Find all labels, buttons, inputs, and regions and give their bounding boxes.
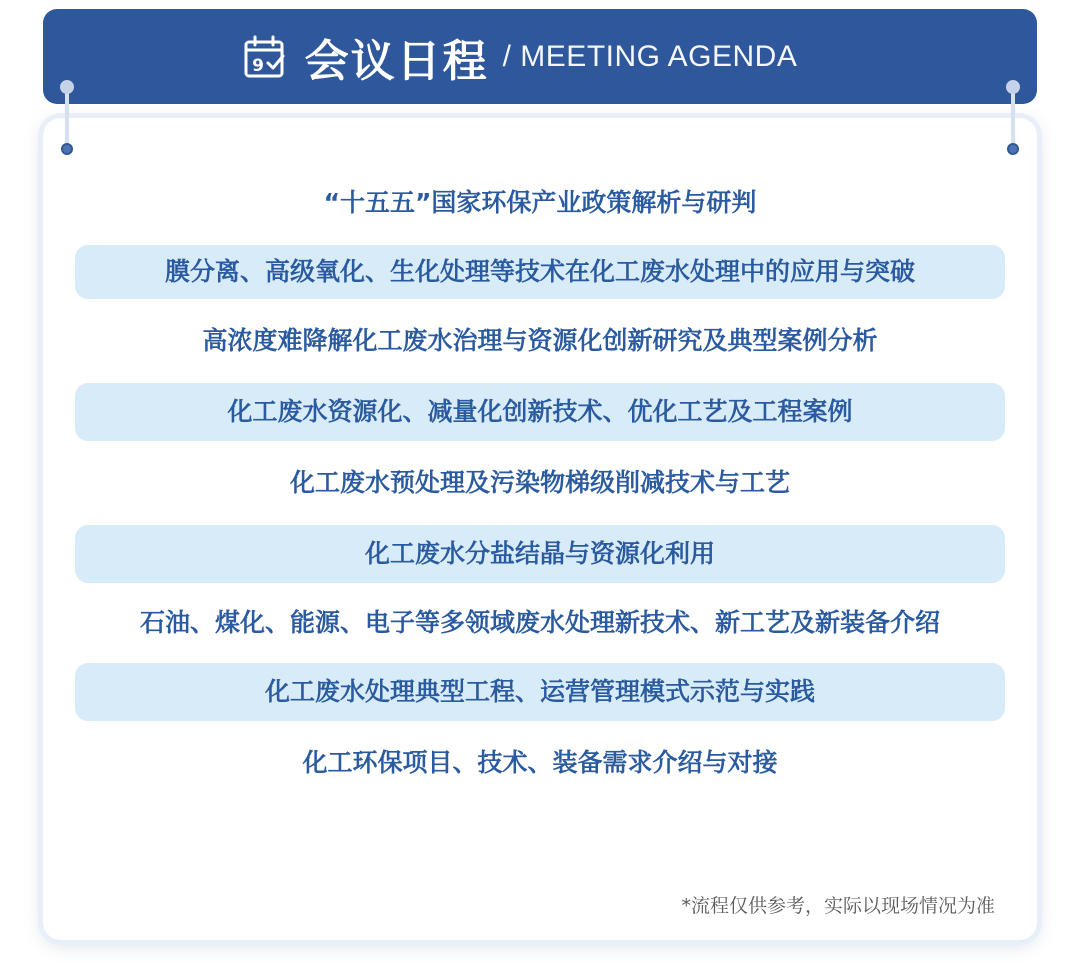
left-hook-bottom-dot bbox=[61, 143, 73, 155]
agenda-item: 化工废水分盐结晶与资源化利用 bbox=[75, 525, 1005, 583]
agenda-item: 化工废水资源化、减量化创新技术、优化工艺及工程案例 bbox=[75, 383, 1005, 441]
header-banner bbox=[43, 9, 1037, 104]
agenda-item: “十五五”国家环保产业政策解析与研判 bbox=[323, 188, 757, 217]
agenda-item: 化工废水预处理及污染物梯级削减技术与工艺 bbox=[289, 468, 790, 497]
right-hook-top-dot bbox=[1006, 80, 1020, 94]
right-hook bbox=[1011, 86, 1015, 150]
page-subtitle: / MEETING AGENDA bbox=[502, 39, 798, 73]
left-hook-top-dot bbox=[60, 80, 74, 94]
agenda-item: 膜分离、高级氧化、生化处理等技术在化工废水处理中的应用与突破 bbox=[75, 245, 1005, 299]
left-hook bbox=[65, 86, 69, 150]
agenda-list bbox=[75, 174, 1005, 792]
right-hook-bottom-dot bbox=[1007, 143, 1019, 155]
agenda-item: 化工废水处理典型工程、运营管理模式示范与实践 bbox=[75, 663, 1005, 721]
calendar-icon bbox=[243, 34, 287, 80]
header-title-group bbox=[243, 25, 798, 89]
calendar-number: 9 bbox=[251, 55, 264, 76]
agenda-item: 化工环保项目、技术、装备需求介绍与对接 bbox=[302, 748, 778, 777]
disclaimer-note: *流程仅供参考，实际以现场情况为准 bbox=[681, 895, 995, 917]
page-title: 会议日程 bbox=[304, 35, 489, 87]
agenda-item: 高浓度难降解化工废水治理与资源化创新研究及典型案例分析 bbox=[202, 326, 878, 355]
agenda-item: 石油、煤化、能源、电子等多领域废水处理新技术、新工艺及新装备介绍 bbox=[139, 608, 940, 637]
agenda-card bbox=[43, 118, 1037, 940]
